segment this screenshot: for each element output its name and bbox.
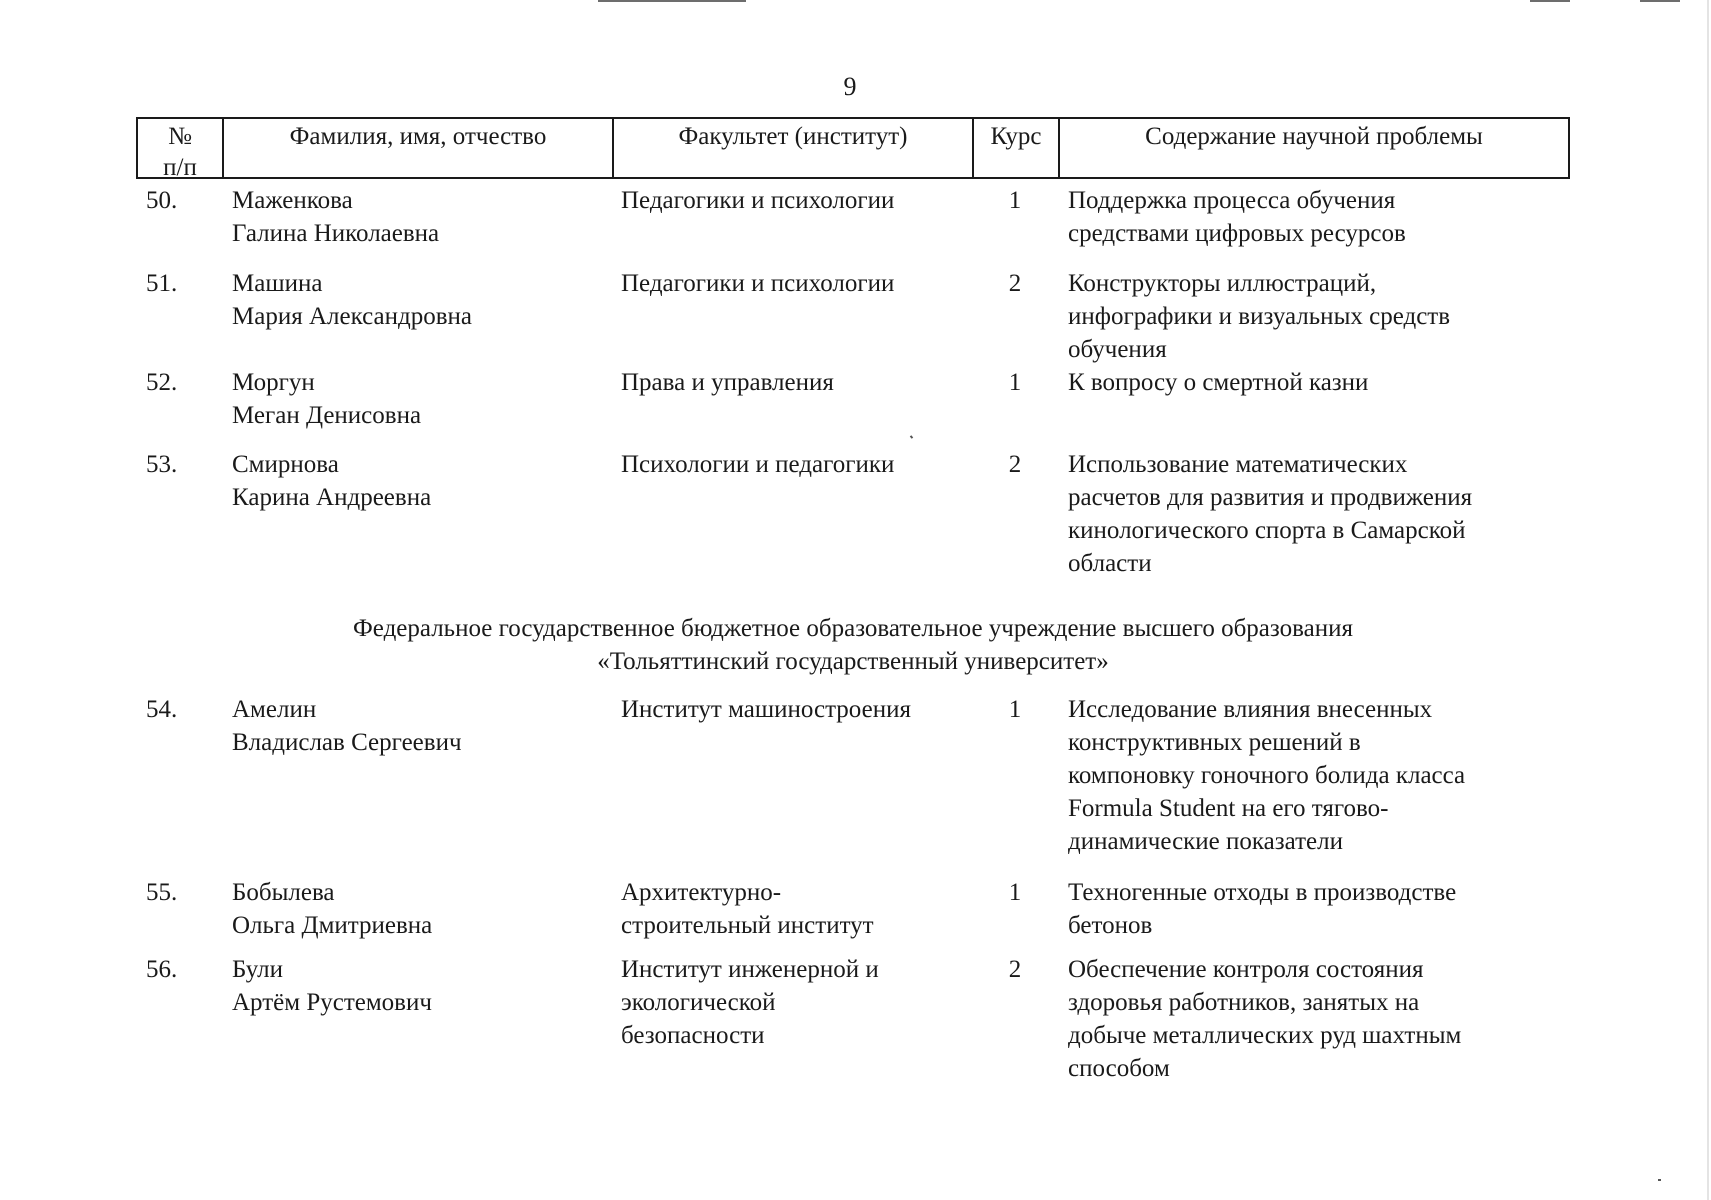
scan-mark [598, 0, 746, 2]
row-faculty [621, 184, 976, 217]
scan-speck [1658, 1179, 1661, 1181]
row-topic [1068, 448, 1548, 580]
row-course: 1 [1008, 369, 1022, 396]
given-names: Карина Андреевна [232, 484, 432, 511]
topic-line: Formula Student на его тягово- [1068, 795, 1389, 822]
topic-line: способом [1068, 1055, 1170, 1082]
header-faculty: Факультет (институт) [614, 119, 974, 177]
institution-line-2: «Тольяттинский государственный университет» [597, 648, 1109, 675]
faculty-line: Архитектурно- [621, 879, 782, 906]
institution-line-1: Федеральное государственное бюджетное образовательное учреждение высшего образования [353, 615, 1353, 642]
faculty-line: экологической [621, 989, 776, 1016]
topic-line: здоровья работников, занятых на [1068, 989, 1420, 1016]
topic-line: инфографики и визуальных средств [1068, 303, 1451, 330]
given-names: Ольга Дмитриевна [232, 912, 433, 939]
row-name [232, 184, 612, 250]
topic-line: Использование математических [1068, 451, 1408, 478]
row-faculty [621, 366, 976, 399]
faculty-line: Психологии и педагогики [621, 451, 895, 478]
row-number: 55. [146, 879, 178, 906]
row-course: 1 [1008, 879, 1022, 906]
row-number: 51. [146, 270, 178, 297]
row-course: 1 [1008, 187, 1022, 214]
row-topic [1068, 953, 1548, 1085]
header-number-symbol: № [168, 123, 192, 150]
header-number-abbrev: п/п [163, 154, 197, 181]
given-names: Мария Александровна [232, 303, 472, 330]
row-name [232, 876, 612, 942]
topic-line: расчетов для развития и продвижения [1068, 484, 1473, 511]
topic-line: области [1068, 550, 1152, 577]
row-faculty [621, 693, 976, 726]
row-course: 2 [1008, 451, 1022, 478]
row-topic [1068, 267, 1548, 366]
row-number: 54. [146, 696, 178, 723]
institution-heading [136, 612, 1570, 678]
row-name [232, 953, 612, 1019]
row-topic [1068, 876, 1548, 942]
topic-line: Техногенные отходы в производстве [1068, 879, 1457, 906]
row-number: 56. [146, 956, 178, 983]
row-name [232, 448, 612, 514]
faculty-line: Педагогики и психологии [621, 187, 895, 214]
surname: Моргун [232, 369, 315, 396]
table-header [136, 117, 1570, 179]
topic-line: динамические показатели [1068, 828, 1343, 855]
surname: Смирнова [232, 451, 339, 478]
topic-line: добыче металлических руд шахтным [1068, 1022, 1462, 1049]
given-names: Меган Денисовна [232, 402, 422, 429]
topic-line: Обеспечение контроля состояния [1068, 956, 1424, 983]
faculty-line: Права и управления [621, 369, 834, 396]
row-number: 53. [146, 451, 178, 478]
surname: Машина [232, 270, 323, 297]
header-course: Курс [974, 119, 1060, 177]
row-course: 2 [1008, 956, 1022, 983]
topic-line: конструктивных решений в [1068, 729, 1361, 756]
faculty-line: Педагогики и психологии [621, 270, 895, 297]
given-names: Артём Рустемович [232, 989, 432, 1016]
row-topic [1068, 184, 1548, 250]
topic-line: Исследование влияния внесенных [1068, 696, 1433, 723]
topic-line: обучения [1068, 336, 1167, 363]
surname: Бобылева [232, 879, 335, 906]
topic-line: средствами цифровых ресурсов [1068, 220, 1406, 247]
header-topic: Содержание научной проблемы [1145, 123, 1483, 150]
faculty-line: строительный институт [621, 912, 874, 939]
row-number: 52. [146, 369, 178, 396]
row-topic [1068, 366, 1548, 399]
topic-line: бетонов [1068, 912, 1153, 939]
row-topic [1068, 693, 1548, 858]
row-number: 50. [146, 187, 178, 214]
row-course: 1 [1008, 696, 1022, 723]
scan-edge [1707, 0, 1709, 1200]
row-faculty [621, 953, 976, 1052]
header-name: Фамилия, имя, отчество [224, 119, 614, 177]
row-name [232, 366, 612, 432]
topic-line: Конструкторы иллюстраций, [1068, 270, 1377, 297]
header-number [138, 119, 224, 181]
surname: Амелин [232, 696, 317, 723]
row-course: 2 [1008, 270, 1022, 297]
surname: Маженкова [232, 187, 353, 214]
topic-line: компоновку гоночного болида класса [1068, 762, 1466, 789]
page-number: 9 [843, 72, 857, 101]
scan-speck [910, 435, 913, 439]
topic-line: К вопросу о смертной казни [1068, 369, 1369, 396]
faculty-line: Институт машиностроения [621, 696, 911, 723]
faculty-line: безопасности [621, 1022, 765, 1049]
scan-mark [1640, 0, 1680, 2]
row-faculty [621, 448, 976, 481]
row-faculty [621, 876, 976, 942]
surname: Були [232, 956, 283, 983]
scan-mark [1530, 0, 1570, 2]
row-name [232, 267, 612, 333]
row-name [232, 693, 612, 759]
given-names: Владислав Сергеевич [232, 729, 462, 756]
faculty-line: Институт инженерной и [621, 956, 879, 983]
given-names: Галина Николаевна [232, 220, 440, 247]
topic-line: Поддержка процесса обучения [1068, 187, 1396, 214]
topic-line: кинологического спорта в Самарской [1068, 517, 1466, 544]
row-faculty [621, 267, 976, 300]
